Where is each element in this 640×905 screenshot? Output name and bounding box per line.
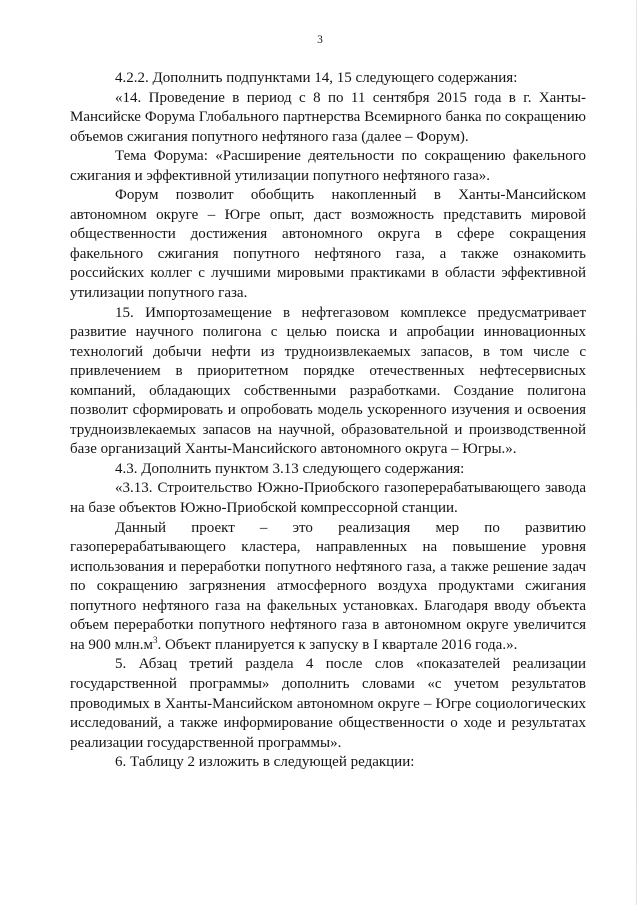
project-text-after: . Объект планируется к запуску в I квартале 2016 года.». [157, 636, 518, 653]
scan-edge-line [636, 0, 637, 905]
paragraph-forum-purpose: Форум позволит обобщить накопленный в Ханты-Мансийском автономном округе – Югре опыт, даст возможность представить мировой общественности достижения автономного округа в сфере сокращения факельного сжигания попутного нефтяного газа, а также ознакомить российских коллег с лучшими мировыми практиками в области эффективной утилизации попутного газа. [70, 187, 586, 302]
project-text-before: Данный проект – это реализация мер по развитию газоперерабатывающего кластера, направленных на повышение уровня использования и переработки попутного нефтяного газа, а также решение задач по сокращению загрязнения атмосферного воздуха продуктами сжигания попутного нефтяного газа на факельных установках. Благодаря вводу объекта объем переработки попутного нефтяного газа в автономном округе увеличится на 900 млн.м [70, 519, 586, 653]
cubic-superscript: 3 [152, 634, 158, 645]
paragraph-project-description [70, 519, 586, 656]
paragraph-item-15: 15. Импортозамещение в нефтегазовом комплексе предусматривает развитие научного полигона с целью поиска и апробации инновационных технологий добычи нефти из трудноизвлекаемых запасов, в том числе с привлечением в приоритетном порядке отечественных нефтесервисных компаний, обладающих собственными разработками. Создание полигона позволит сформировать и опробовать модель ускоренного изучения и освоения трудноизвлекаемых запасов на научной, образовательной и производственной базе организаций Ханты-Мансийского автономного округа – Югры.». [70, 304, 586, 458]
paragraph-4-2-2: 4.2.2. Дополнить подпунктами 14, 15 следующего содержания: [115, 70, 518, 86]
paragraph-item-14: «14. Проведение в период с 8 по 11 сентября 2015 года в г. Ханты-Мансийске Форума Глобального партнерства Всемирного банка по сокращению объемов сжигания попутного нефтяного газа (далее – Форум). [70, 89, 586, 145]
paragraph-forum-theme: Тема Форума: «Расширение деятельности по сокращению факельного сжигания и эффективной утилизации попутного нефтяного газа». [70, 148, 586, 184]
document-body [70, 69, 586, 773]
paragraph-item-5: 5. Абзац третий раздела 4 после слов «показателей реализации государственной программы» дополнить словами «с учетом результатов проводимых в Ханты-Мансийском автономном округе – Югре социологических исследований, а также информирование общественности о ходе и результатах реализации государственной программы». [70, 656, 586, 751]
paragraph-item-6: 6. Таблицу 2 изложить в следующей редакции: [115, 754, 415, 771]
paragraph-4-3: 4.3. Дополнить пунктом 3.13 следующего содержания: [115, 460, 465, 477]
paragraph-3-13: «3.13. Строительство Южно-Приобского газоперерабатывающего завода на базе объектов Южно-Приобской компрессорной станции. [70, 480, 586, 517]
page-number: 3 [317, 34, 323, 46]
